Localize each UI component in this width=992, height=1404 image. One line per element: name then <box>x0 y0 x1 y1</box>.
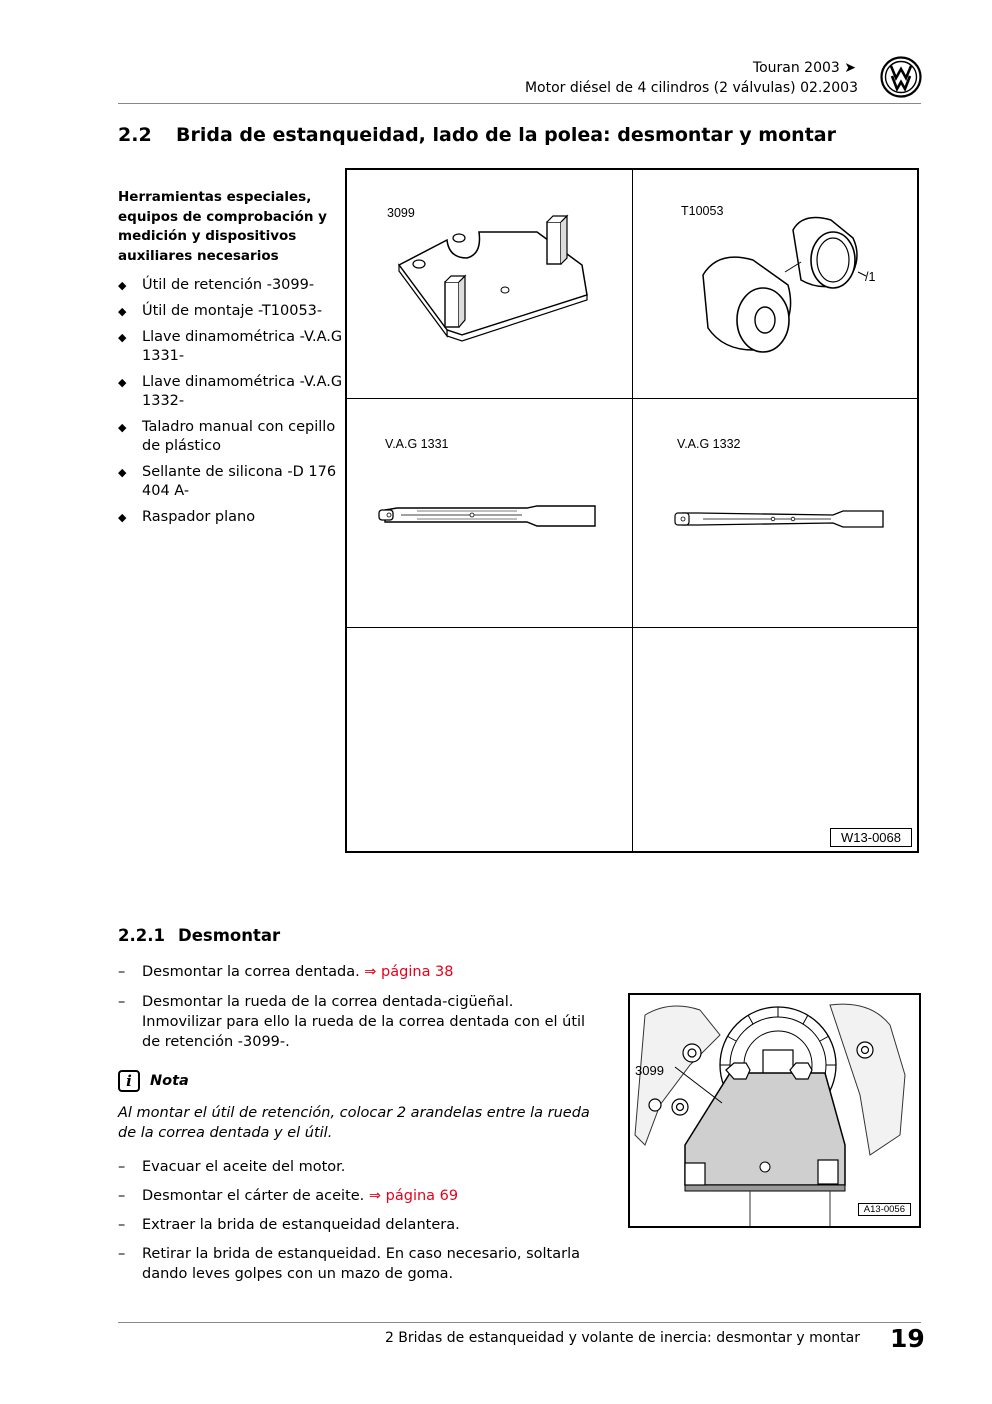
tools-list <box>118 276 343 534</box>
note-text: Al montar el útil de retención, colocar 2 arandelas entre la rueda de la correa dentada y el útil. <box>118 1105 590 1141</box>
diamond-bullet-icon: ◆ <box>118 466 127 479</box>
section-number: 2.2 <box>118 124 152 146</box>
tool-cell-3099: 3099 <box>347 170 633 399</box>
footer-chapter: 2 Bridas de estanqueidad y volante de inercia: desmontar y montar <box>384 1330 860 1346</box>
list-item: ◆ Útil de retención -3099- <box>118 277 315 293</box>
diamond-bullet-icon: ◆ <box>118 421 127 434</box>
list-item: ◆ Útil de montaje -T10053- <box>118 303 323 319</box>
page-link[interactable]: ⇒ página 38 <box>364 964 454 980</box>
diamond-bullet-icon: ◆ <box>118 376 127 389</box>
list-item: ◆ Llave dinamométrica -V.A.G 1332- <box>118 374 343 409</box>
header-model: Touran 2003 ➤ <box>752 60 856 76</box>
photo-label: 3099 <box>635 1063 664 1078</box>
engine-drawing <box>630 995 919 1226</box>
step-item: – Desmontar la rueda de la correa dentada-cigüeñal. Inmovilizar para ello la rueda de la correa dentada con el útil de retención -3099-. <box>118 994 586 1050</box>
figure-code: W13-0068 <box>830 828 912 847</box>
tool-cell-empty <box>633 628 919 853</box>
figure-code: A13-0056 <box>858 1203 911 1216</box>
list-item: ◆ Taladro manual con cepillo de plástico <box>118 419 336 454</box>
tools-heading: Herramientas especiales, equipos de comprobación y medición y dispositivos auxiliares necesarios <box>118 189 327 264</box>
torque-wrench-1331-drawing <box>377 494 602 539</box>
vw-logo-icon <box>880 56 922 98</box>
step-item: – Desmontar el cárter de aceite. ⇒ página 69 <box>118 1188 459 1204</box>
page-number: 19 <box>890 1324 925 1353</box>
tools-figure <box>345 168 919 853</box>
subsection-number: 2.2.1 <box>118 926 165 945</box>
tool-cell-vag1331: V.A.G 1331 <box>347 399 633 628</box>
info-icon: i <box>118 1070 140 1092</box>
subsection-title <box>118 926 280 945</box>
list-item: ◆ Sellante de silicona -D 176 404 A- <box>118 464 337 499</box>
retention-tool-drawing <box>387 210 607 350</box>
tool-cell-t10053: T10053 /1 <box>633 170 919 399</box>
assembly-tool-drawing <box>683 210 873 360</box>
engine-figure <box>628 993 921 1228</box>
tool-cell-empty <box>347 628 633 853</box>
section-title-text: Brida de estanqueidad, lado de la polea: desmontar y montar <box>176 124 836 146</box>
note-heading: i Nota <box>118 1070 189 1092</box>
step-item: – Desmontar la correa dentada. ⇒ página 38 <box>118 964 454 980</box>
step-item: – Retirar la brida de estanqueidad. En caso necesario, soltarla dando leves golpes con un mazo de goma. <box>118 1246 580 1282</box>
diamond-bullet-icon: ◆ <box>118 305 127 318</box>
header-rule <box>118 103 921 104</box>
list-item: ◆ Llave dinamométrica -V.A.G 1331- <box>118 329 343 364</box>
section-title <box>118 124 836 146</box>
torque-wrench-1332-drawing <box>673 499 888 539</box>
subsection-title-text: Desmontar <box>178 926 281 945</box>
step-item: – Extraer la brida de estanqueidad delantera. <box>118 1217 460 1233</box>
page-link[interactable]: ⇒ página 69 <box>368 1188 459 1204</box>
diamond-bullet-icon: ◆ <box>118 279 127 292</box>
diamond-bullet-icon: ◆ <box>118 511 127 524</box>
header-engine: Motor diésel de 4 cilindros (2 válvulas) 02.2003 <box>524 80 858 96</box>
list-item: ◆ Raspador plano <box>118 509 256 525</box>
diamond-bullet-icon: ◆ <box>118 331 127 344</box>
footer-rule <box>118 1322 921 1323</box>
step-item: – Evacuar el aceite del motor. <box>118 1159 346 1175</box>
tool-cell-vag1332: V.A.G 1332 <box>633 399 919 628</box>
